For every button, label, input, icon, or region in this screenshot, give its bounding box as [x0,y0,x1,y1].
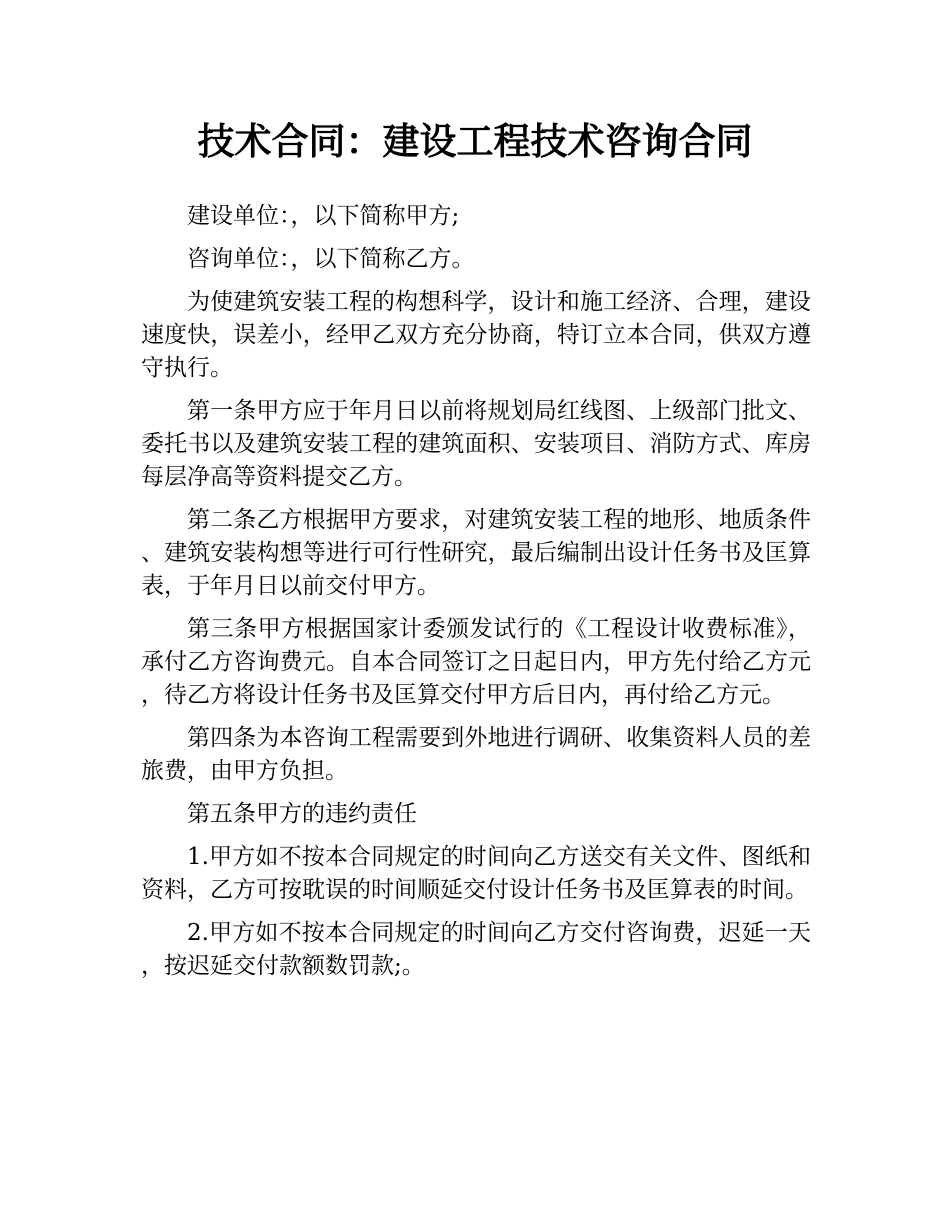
paragraph-article-1: 第一条甲方应于年月日以前将规划局红线图、上级部门批文、委托书以及建筑安装工程的建筑面积、安装项目、消防方式、库房每层净高等资料提交乙方。 [141,398,811,490]
paragraph-article-5-item-1: 1.甲方如不按本合同规定的时间向乙方送交有关文件、图纸和资料，乙方可按耽误的时间顺延交付设计任务书及匡算表的时间。 [141,844,811,903]
paragraph-article-5-heading: 第五条甲方的违约责任 [187,801,417,827]
paragraph-preamble: 为使建筑安装工程的构想科学，设计和施工经济、合理，建设速度快，误差小，经甲乙双方充分协商，特订立本合同，供双方遵守执行。 [141,289,811,381]
document-body [141,200,811,993]
paragraph-article-4: 第四条为本咨询工程需要到外地进行调研、收集资料人员的差旅费，由甲方负担。 [141,725,811,784]
paragraph-article-3: 第三条甲方根据国家计委颁发试行的《工程设计收费标准》，承付乙方咨询费元。自本合同签订之日起日内，甲方先付给乙方元，待乙方将设计任务书及匡算交付甲方后日内，再付给乙方元。 [141,616,811,708]
paragraph-article-5-item-2: 2.甲方如不按本合同规定的时间向乙方交付咨询费，迟延一天，按迟延交付款额数罚款;。 [141,920,811,979]
document-title: 技术合同：建设工程技术咨询合同 [197,120,753,163]
paragraph-article-2: 第二条乙方根据甲方要求，对建筑安装工程的地形、地质条件、建筑安装构想等进行可行性研究，最后编制出设计任务书及匡算表，于年月日以前交付甲方。 [141,507,811,599]
paragraph-consulting-unit: 咨询单位：，以下简称乙方。 [187,246,475,272]
paragraph-construction-unit: 建设单位：，以下简称甲方; [187,203,460,229]
